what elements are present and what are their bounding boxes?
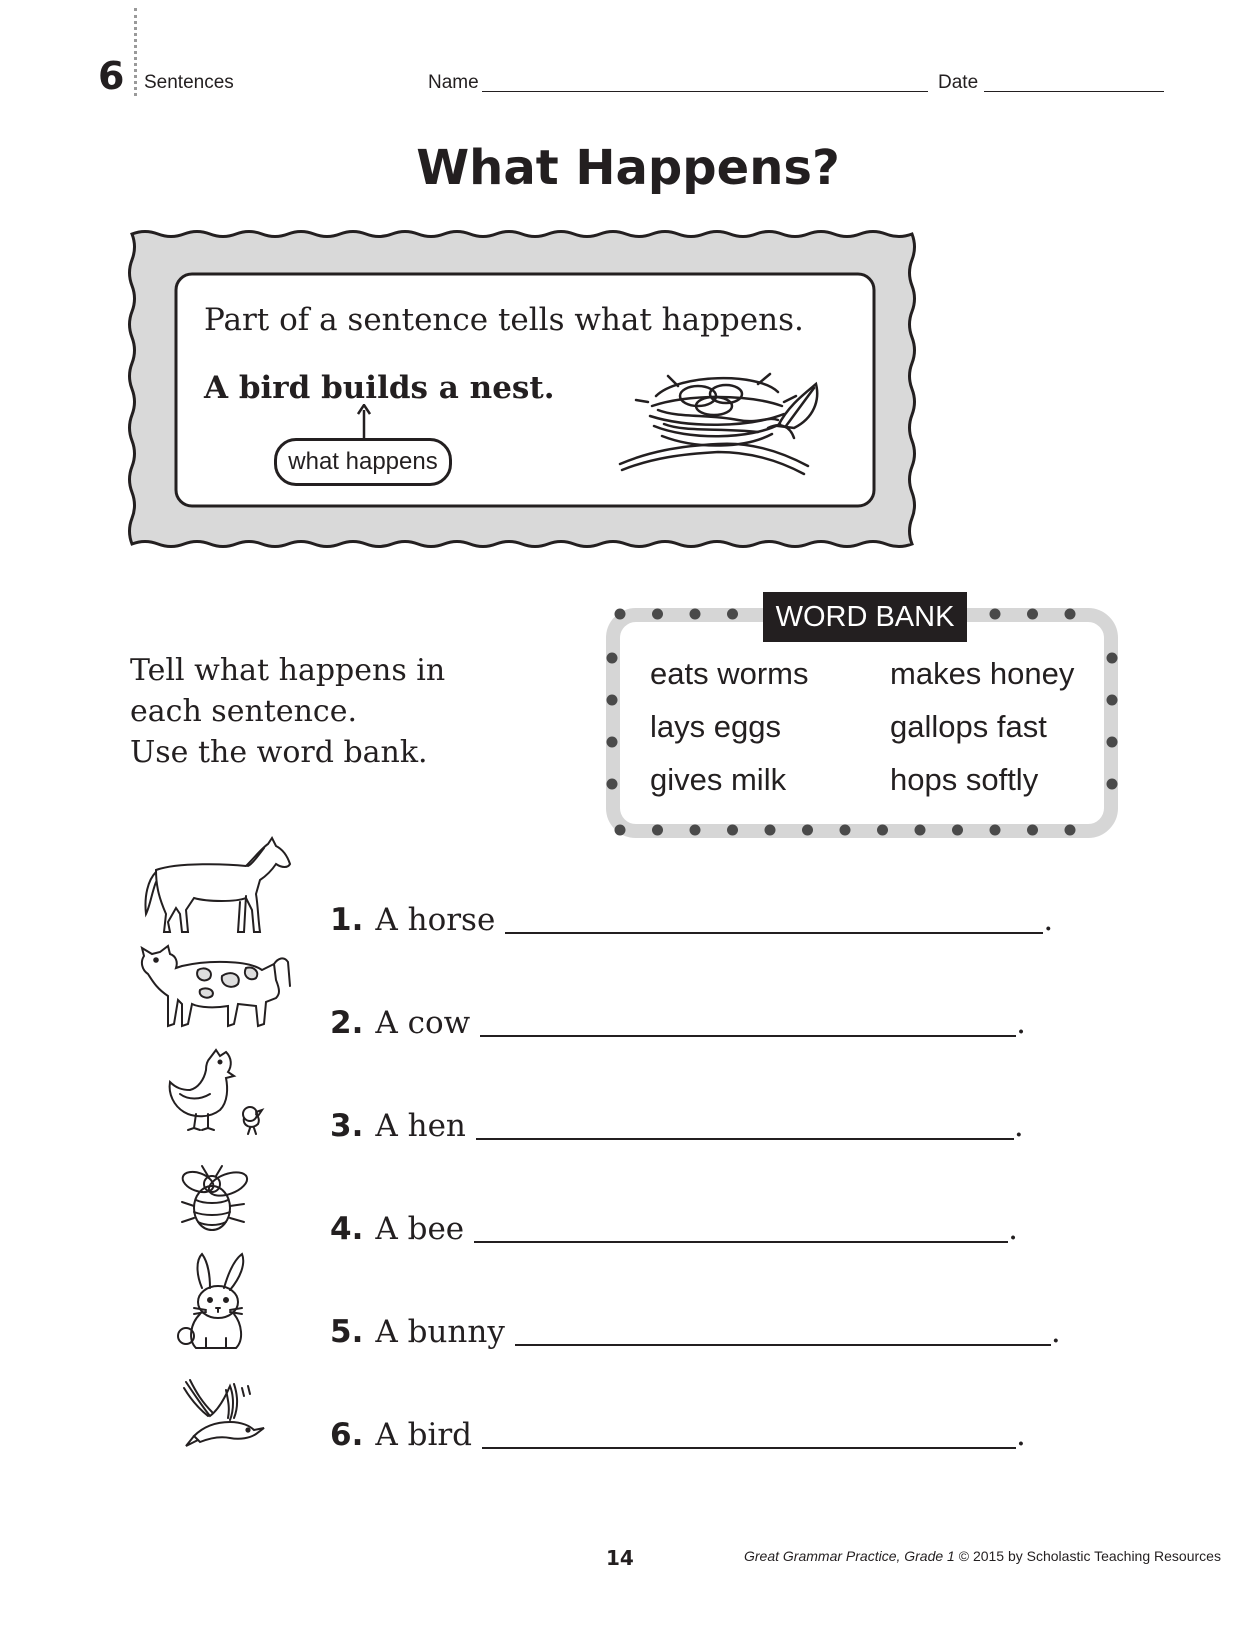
word-bank-item: gallops fast xyxy=(890,709,1047,744)
bee-icon xyxy=(172,1160,262,1240)
book-title: Great Grammar Practice, Grade 1 xyxy=(744,1548,955,1564)
question-number: 2. xyxy=(330,1005,364,1041)
question-row xyxy=(330,1209,1018,1249)
question-row xyxy=(330,1003,1026,1043)
answer-blank[interactable] xyxy=(480,1005,1016,1037)
word-bank-item: gives milk xyxy=(650,762,787,797)
border-dot xyxy=(990,609,1001,620)
question-subject: A bird xyxy=(375,1417,473,1453)
date-label: Date xyxy=(938,72,979,93)
answer-blank[interactable] xyxy=(482,1417,1016,1449)
border-dot xyxy=(1107,695,1118,706)
border-dot xyxy=(1027,609,1038,620)
word-bank-heading: WORD BANK xyxy=(763,592,967,642)
example-sentence: A bird builds a nest. xyxy=(204,370,555,406)
border-dot xyxy=(615,825,626,836)
border-dot xyxy=(615,609,626,620)
question-number: 5. xyxy=(330,1314,364,1350)
question-row xyxy=(330,1106,1024,1146)
instruction-line: Tell what happens in xyxy=(130,653,446,688)
word-bank-item: eats worms xyxy=(650,656,809,691)
border-dot xyxy=(1065,609,1076,620)
answer-blank[interactable] xyxy=(476,1108,1014,1140)
border-dot xyxy=(877,825,888,836)
border-dot xyxy=(1107,779,1118,790)
question-subject: A bee xyxy=(375,1211,465,1247)
rule-statement: Part of a sentence tells what happens. xyxy=(204,302,804,338)
sentence-period: . xyxy=(1013,1108,1024,1144)
sentence-period: . xyxy=(1050,1314,1061,1350)
question-number: 4. xyxy=(330,1211,364,1247)
border-dot xyxy=(1107,737,1118,748)
page-title: What Happens? xyxy=(416,140,840,196)
word-bank-item: lays eggs xyxy=(650,709,781,744)
border-dot xyxy=(990,825,1001,836)
sentence-period: . xyxy=(1043,902,1054,938)
nest-icon xyxy=(618,366,838,484)
word-bank-item: hops softly xyxy=(890,762,1039,797)
question-subject: A cow xyxy=(375,1005,471,1041)
border-dot xyxy=(952,825,963,836)
border-dot xyxy=(727,609,738,620)
sentence-period: . xyxy=(1008,1211,1018,1247)
border-dot xyxy=(607,653,618,664)
border-dot xyxy=(840,825,851,836)
border-dot xyxy=(607,737,618,748)
border-dot xyxy=(690,609,701,620)
border-dot xyxy=(652,609,663,620)
callout-label: what happens xyxy=(274,438,452,486)
instruction-line: each sentence. xyxy=(130,694,357,729)
question-subject: A horse xyxy=(375,902,496,938)
lesson-topic: Sentences xyxy=(144,72,234,93)
cow-icon xyxy=(138,940,298,1040)
question-number: 3. xyxy=(330,1108,364,1144)
border-dot xyxy=(1027,825,1038,836)
border-dot xyxy=(802,825,813,836)
border-dot xyxy=(690,825,701,836)
border-dot xyxy=(727,825,738,836)
question-row xyxy=(330,1415,1026,1455)
question-subject: A bunny xyxy=(375,1314,505,1350)
name-field[interactable] xyxy=(482,91,928,92)
answer-blank[interactable] xyxy=(505,902,1043,934)
question-number: 6. xyxy=(330,1417,364,1453)
name-label: Name xyxy=(428,72,479,93)
border-dot xyxy=(765,825,776,836)
answer-blank[interactable] xyxy=(515,1314,1051,1346)
border-dot xyxy=(607,695,618,706)
border-dot xyxy=(1107,653,1118,664)
bunny-icon xyxy=(166,1252,266,1356)
copyright: © 2015 by Scholastic Teaching Resources xyxy=(958,1548,1221,1564)
question-subject: A hen xyxy=(375,1108,466,1144)
horse-icon xyxy=(138,836,298,940)
question-row xyxy=(330,900,1053,940)
word-bank-item: makes honey xyxy=(890,656,1075,691)
border-dot xyxy=(652,825,663,836)
instruction-line: Use the word bank. xyxy=(130,735,428,770)
instructions xyxy=(130,650,445,773)
question-row xyxy=(330,1312,1061,1352)
arrow-up-icon xyxy=(357,404,371,440)
bird-icon xyxy=(180,1376,270,1452)
date-field[interactable] xyxy=(984,91,1164,92)
border-dot xyxy=(1065,825,1076,836)
sentence-period: . xyxy=(1016,1005,1027,1041)
sentence-period: . xyxy=(1016,1417,1026,1453)
hen-icon xyxy=(160,1048,270,1138)
footer-credit xyxy=(744,1548,1221,1564)
page-number: 14 xyxy=(606,1546,634,1570)
answer-blank[interactable] xyxy=(474,1211,1008,1243)
border-dot xyxy=(915,825,926,836)
lesson-number: 6 xyxy=(98,54,125,98)
question-number: 1. xyxy=(330,902,364,938)
border-dot xyxy=(607,779,618,790)
header-dotted-divider xyxy=(134,8,137,96)
